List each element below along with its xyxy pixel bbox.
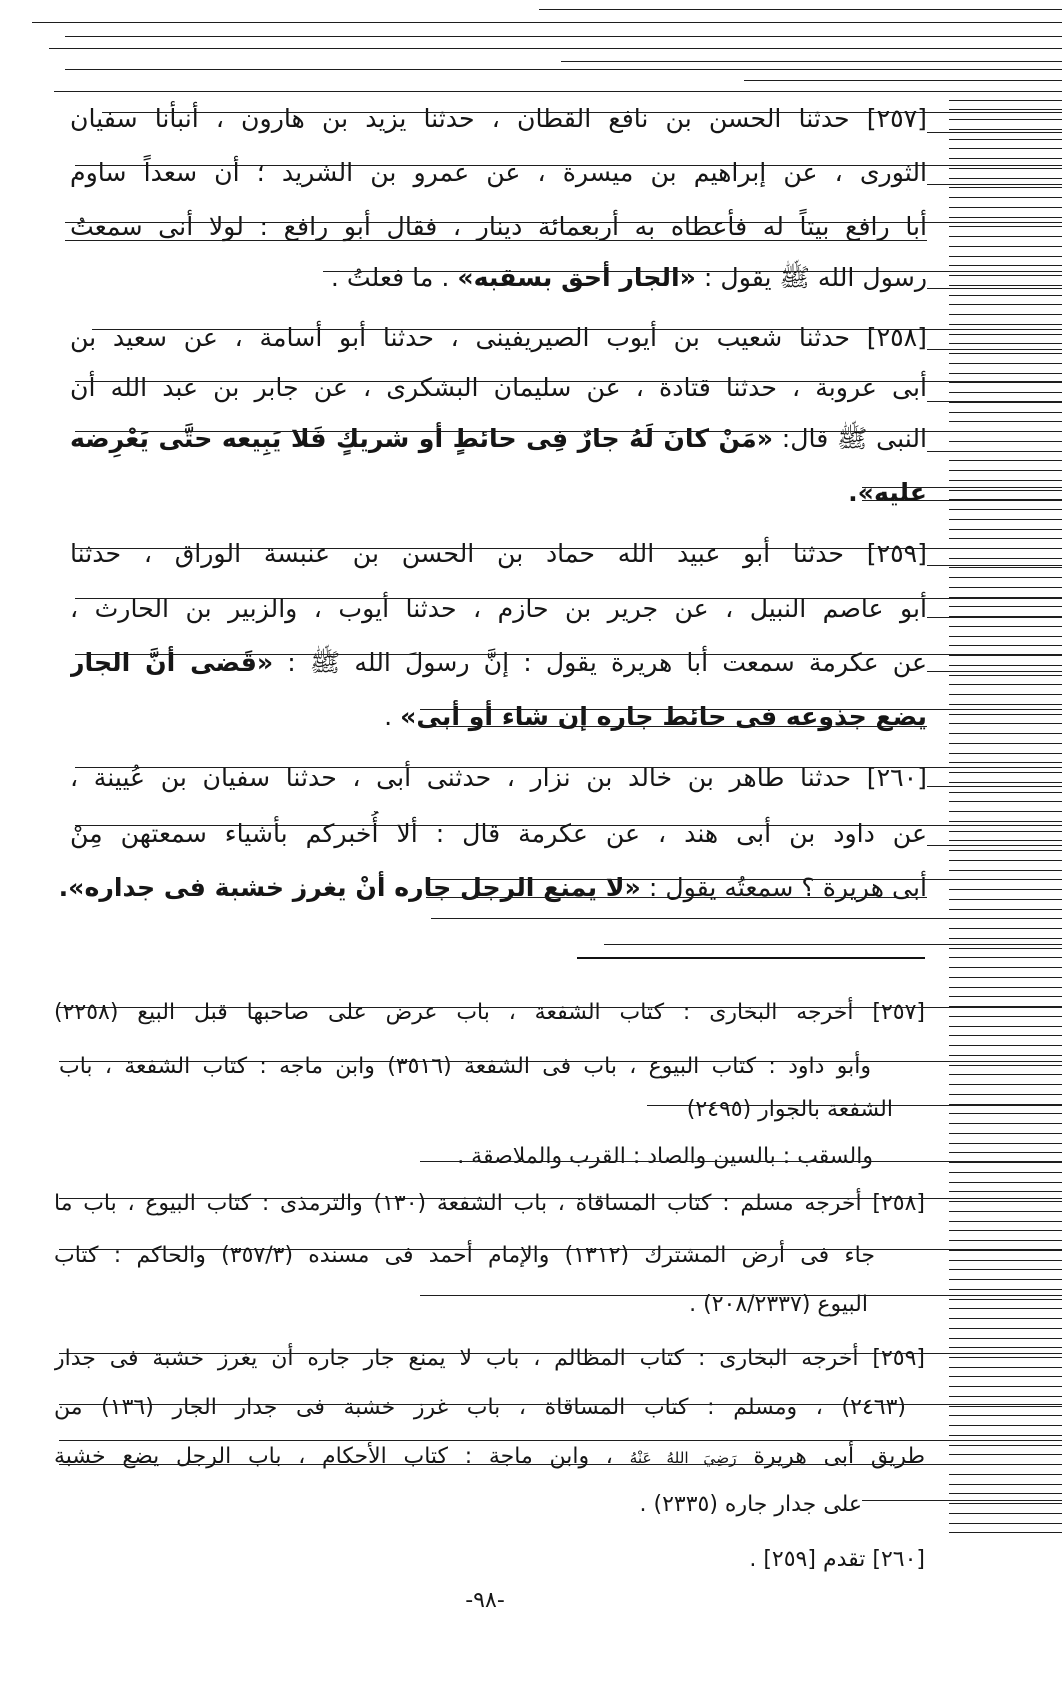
text-segment: الشفعة بالجوار (٢٤٩٥) <box>686 1097 893 1122</box>
main-text-line <box>331 255 927 301</box>
main-text-line <box>70 315 927 361</box>
text-segment: عن داود بن أبى هند ، عن عكرمة قال : ألا أُخبركم بأشياء سمعتهن مِنْ <box>70 819 927 848</box>
text-segment: على جدار جاره (٢٣٣٥) . <box>639 1492 862 1517</box>
text-segment: أبى هريرة ؟ سمعتُه يقول : <box>640 873 927 902</box>
bold-text-segment: «قَضى أنَّ الجار <box>70 648 274 677</box>
main-text-line <box>70 204 927 250</box>
text-segment: [٢٥٨] أخرجه مسلم : كتاب المساقاة ، باب الشفعة (١٣٠) والترمذى : كتاب البيوع ، باب ما <box>54 1191 925 1216</box>
text-segment: [٢٥٧] أخرجه البخارى : كتاب الشفعة ، باب عرض على صاحبها قبل البيع (٢٢٥٨) <box>54 1000 925 1025</box>
bold-text-segment: يضع جذوعه فى حائط جاره إن شاء أو أبى» <box>400 702 927 731</box>
text-segment: أبا رافع بيتاً له فأعطاه به أربعمائة دينار ، فقال أبو رافع : لولا أنى سمعتُ <box>70 212 927 241</box>
bold-text-segment: «مَنْ كانَ لَهُ جارٌ فِى حائطٍ أو شريكٍ فَلا يَبِيعه حتَّى يَعْرِضه <box>70 424 774 453</box>
text-segment: . ما فعلتُ . <box>330 263 458 292</box>
text-segment: [٢٦٠] تقدم [٢٥٩] . <box>749 1547 925 1572</box>
text-segment: أبو عاصم النبيل ، عن جرير بن حازم ، حدثنا أيوب ، والزبير بن الحارث ، <box>70 594 927 623</box>
text-segment: رسول الله ﷺ يقول : <box>695 263 927 292</box>
main-text-line <box>384 694 927 740</box>
text-segment: [٢٦٠] حدثنا طاهر بن خالد بن نزار ، حدثنى أبى ، حدثنا سفيان بن عُيينة ، <box>70 763 927 792</box>
main-text-line <box>70 531 927 577</box>
text-segment: . <box>384 702 401 731</box>
main-text-line <box>70 365 927 411</box>
text-segment: أبى عروبة ، حدثنا قتادة ، عن سليمان البشكرى ، عن جابر بن عبد الله أن <box>70 373 927 402</box>
text-segment: النبى ﷺ قال: <box>773 424 927 453</box>
main-text-line <box>70 811 927 857</box>
footnote-line <box>54 1341 925 1377</box>
text-segment: الثورى ، عن إبراهيم بن ميسرة ، عن عمرو بن الشريد ؛ أن سعداً ساوم <box>70 158 927 187</box>
text-segment: [٢٥٨] حدثنا شعيب بن أيوب الصيريفينى ، حدثنا أبو أسامة ، عن سعيد بن <box>70 323 927 352</box>
main-text-line <box>70 96 927 142</box>
text-segment: [٢٥٩] حدثنا أبو عبيد الله حماد بن الحسن بن عنبسة الوراق ، حدثنا <box>70 539 927 568</box>
main-text-line <box>70 586 927 632</box>
footnote-line <box>54 1238 875 1274</box>
page-number: -٩٨- <box>465 1588 505 1613</box>
main-text-line <box>70 150 927 196</box>
text-segment: عن عكرمة سمعت أبا هريرة يقول : إنَّ رسولَ الله ﷺ : <box>273 648 927 677</box>
main-text-line <box>59 865 927 911</box>
text-segment: (٢٤٦٣) ، ومسلم : كتاب المساقاة ، باب غرز خشبة فى جدار الجار (١٣٦) من <box>54 1395 906 1420</box>
footnote-line <box>59 1049 871 1085</box>
text-segment: [٢٥٩] أخرجه البخارى : كتاب المظالم ، باب لا يمنع جار جاره أن يغرز خشبة فى جدار <box>54 1346 925 1371</box>
main-text-line <box>70 416 927 462</box>
bold-text-segment: عليه». <box>848 478 927 507</box>
footnote-line <box>54 1390 906 1426</box>
text-segment: البيوع (٢٠٨/٢٣٣٧) . <box>689 1292 868 1317</box>
footnote-line <box>687 1092 893 1128</box>
footnote-line <box>689 1287 868 1323</box>
honorific-text: رَضِيَ اللهُ عَنْهُ <box>629 1449 737 1467</box>
text-segment: وأبو داود : كتاب البيوع ، باب فى الشفعة (٣٥١٦) وابن ماجه : كتاب الشفعة ، باب <box>59 1054 871 1079</box>
text-segment: ، وابن ماجة : كتاب الأحكام ، باب الرجل يضع خشبة <box>54 1444 630 1469</box>
footnote-line <box>54 1439 925 1475</box>
text-segment: والسقب : بالسين والصاد : القرب والملاصقة . <box>457 1144 873 1169</box>
text-segment: [٢٥٧] حدثنا الحسن بن نافع القطان ، حدثنا يزيد بن هارون ، أنبأنا سفيان <box>70 104 927 133</box>
bold-text-segment: «لا يمنع الرجل جاره أنْ يغرز خشبة فى جداره». <box>58 873 641 902</box>
text-segment: طريق أبى هريرة <box>736 1444 925 1469</box>
footnote-line <box>640 1487 863 1523</box>
bold-text-segment: «الجار أحق بسقبه» <box>457 263 696 292</box>
footnote-separator <box>577 957 925 959</box>
footnote-line <box>457 1139 873 1175</box>
main-text-line <box>70 755 927 801</box>
main-text-line <box>70 640 927 686</box>
footnote-line <box>54 1186 925 1222</box>
footnote-line <box>54 995 925 1031</box>
footnote-line <box>749 1542 925 1578</box>
main-text-line <box>848 470 927 516</box>
text-segment: جاء فى أرض المشترك (١٣١٢) والإمام أحمد فى مسنده (٣٥٧/٣) والحاكم : كتاب <box>54 1243 875 1268</box>
